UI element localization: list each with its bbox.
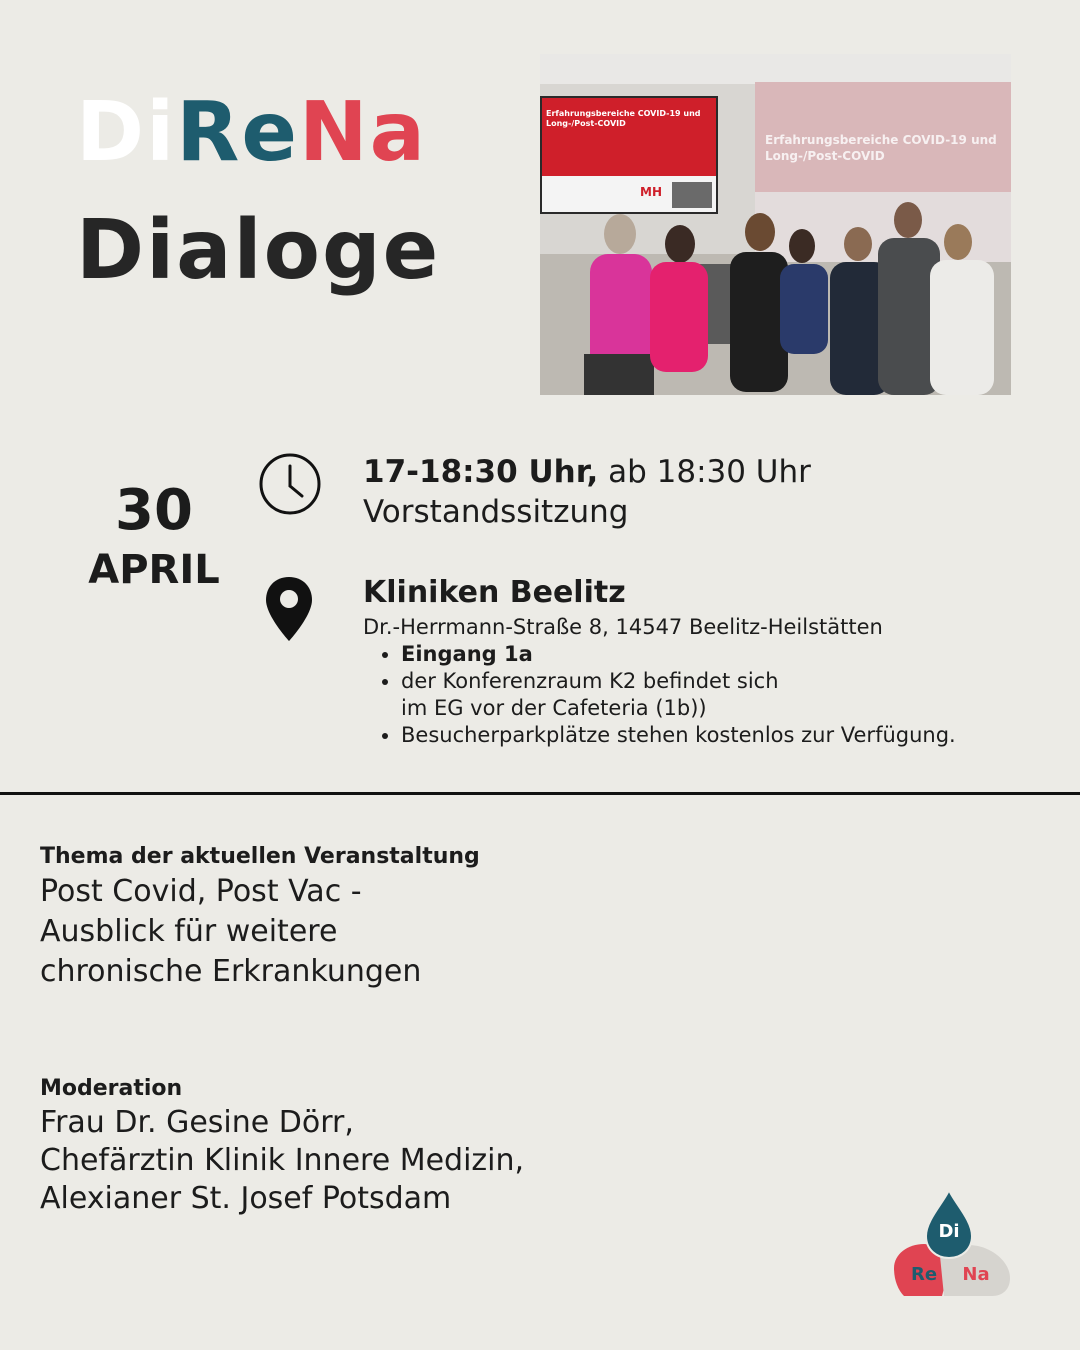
clock-icon <box>258 452 322 520</box>
time-line2: Vorstandssitzung <box>363 494 629 530</box>
moderation-section <box>40 1074 524 1218</box>
title-di: Di <box>76 85 177 180</box>
title-na: Na <box>298 85 427 180</box>
title-re: Re <box>176 85 299 180</box>
logo-di: Di <box>938 1221 960 1242</box>
location-pin-icon <box>264 575 314 647</box>
logo-na: Na <box>962 1264 990 1285</box>
event-date <box>84 480 224 592</box>
topic-section <box>40 842 480 992</box>
topic-line: Ausblick für weitere <box>40 914 338 949</box>
svg-text:Erfahrungsbereiche COVID-19 un: Erfahrungsbereiche COVID-19 und <box>546 109 701 118</box>
location-note-entrance: • Eingang 1a <box>401 641 956 668</box>
svg-text:Long-/Post-COVID: Long-/Post-COVID <box>765 149 885 163</box>
moderation-line: Alexianer St. Josef Potsdam <box>40 1181 452 1216</box>
location-name: Kliniken Beelitz <box>363 575 626 610</box>
divider <box>0 792 1080 795</box>
svg-text:Erfahrungsbereiche COVID-19 un: Erfahrungsbereiche COVID-19 und <box>765 133 997 147</box>
page-title <box>76 85 441 298</box>
direna-logo <box>884 1186 1014 1305</box>
moderation-line: Frau Dr. Gesine Dörr, <box>40 1105 354 1140</box>
event-time <box>363 452 811 532</box>
title-direna <box>76 85 440 180</box>
svg-text:Long-/Post-COVID: Long-/Post-COVID <box>546 119 626 128</box>
topic-line: chronische Erkrankungen <box>40 954 422 989</box>
location-note-parking: • Besucherparkplätze stehen kostenlos zur Verfügung. <box>401 722 956 749</box>
moderation-label: Moderation <box>40 1076 183 1101</box>
photo-slide-logo: MH <box>640 185 662 199</box>
topic-line: Post Covid, Post Vac - <box>40 874 362 909</box>
location-address: Dr.-Herrmann-Straße 8, 14547 Beelitz-Heilstätten <box>363 615 883 639</box>
logo-re: Re <box>910 1264 938 1285</box>
topic-label: Thema der aktuellen Veranstaltung <box>40 844 480 869</box>
location-notes <box>363 641 956 749</box>
location-note-room-line1: der Konferenzraum K2 befindet sich <box>401 669 779 693</box>
date-day: 30 <box>115 478 193 543</box>
title-dialoge: Dialoge <box>76 203 441 298</box>
date-month: APRIL <box>88 546 220 593</box>
location-note-room-line2: im EG vor der Cafeteria (1b)) <box>401 696 707 720</box>
moderation-line: Chefärztin Klinik Innere Medizin, <box>40 1143 525 1178</box>
location-note-room <box>401 668 956 722</box>
event-photo <box>540 54 1011 395</box>
time-main: 17-18:30 Uhr, <box>363 454 599 490</box>
event-location <box>363 575 956 749</box>
time-rest: ab 18:30 Uhr <box>598 454 811 490</box>
